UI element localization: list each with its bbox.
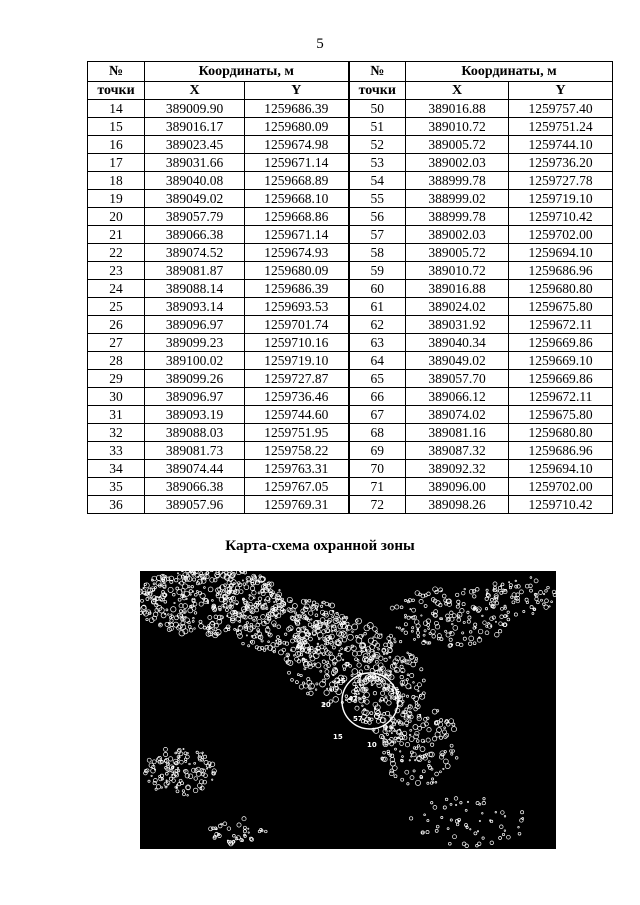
y-left: 1259758.22 xyxy=(245,442,349,460)
x-left: 389040.08 xyxy=(145,172,245,190)
y-right: 1259702.00 xyxy=(509,226,613,244)
y-left: 1259710.16 xyxy=(245,334,349,352)
point-number-right: 68 xyxy=(349,424,406,442)
x-right: 389002.03 xyxy=(406,226,509,244)
map-label-20: 20 xyxy=(321,701,331,709)
y-right: 1259675.80 xyxy=(509,298,613,316)
x-left: 389074.52 xyxy=(145,244,245,262)
table-row xyxy=(88,316,613,334)
point-number-left: 35 xyxy=(88,478,145,496)
point-number-left: 32 xyxy=(88,424,145,442)
table-row xyxy=(88,460,613,478)
y-left: 1259751.95 xyxy=(245,424,349,442)
map-image xyxy=(140,571,556,849)
y-right: 1259669.86 xyxy=(509,334,613,352)
x-right: 389087.32 xyxy=(406,442,509,460)
y-left: 1259701.74 xyxy=(245,316,349,334)
y-left: 1259668.86 xyxy=(245,208,349,226)
coordinates-header-right: Координаты, м xyxy=(406,62,613,82)
page-number: 5 xyxy=(316,36,324,52)
table-row xyxy=(88,442,613,460)
point-number-right: 67 xyxy=(349,406,406,424)
point-number-left: 21 xyxy=(88,226,145,244)
y-right: 1259669.10 xyxy=(509,352,613,370)
x-header-left: X xyxy=(145,82,245,100)
x-left: 389081.87 xyxy=(145,262,245,280)
point-number-left: 19 xyxy=(88,190,145,208)
x-left: 389093.19 xyxy=(145,406,245,424)
map-label-35: 35 xyxy=(390,688,400,696)
point-number-left: 14 xyxy=(88,100,145,118)
y-left: 1259686.39 xyxy=(245,280,349,298)
table-row xyxy=(88,118,613,136)
y-left: 1259671.14 xyxy=(245,154,349,172)
x-right: 389010.72 xyxy=(406,262,509,280)
point-number-right: 59 xyxy=(349,262,406,280)
point-number-right: 65 xyxy=(349,370,406,388)
point-number-right: 52 xyxy=(349,136,406,154)
point-number-right: 50 xyxy=(349,100,406,118)
point-number-left: 25 xyxy=(88,298,145,316)
coordinates-table xyxy=(87,61,613,514)
y-left: 1259736.46 xyxy=(245,388,349,406)
y-right: 1259694.10 xyxy=(509,460,613,478)
point-number-right: 66 xyxy=(349,388,406,406)
x-right: 389098.26 xyxy=(406,496,509,514)
point-number-right: 63 xyxy=(349,334,406,352)
y-right: 1259672.11 xyxy=(509,316,613,334)
x-left: 389057.96 xyxy=(145,496,245,514)
map-label-57: 57 xyxy=(353,715,363,723)
y-right: 1259694.10 xyxy=(509,244,613,262)
y-right: 1259736.20 xyxy=(509,154,613,172)
table-row xyxy=(88,172,613,190)
x-right: 389002.03 xyxy=(406,154,509,172)
x-left: 389099.23 xyxy=(145,334,245,352)
y-right: 1259719.10 xyxy=(509,190,613,208)
point-number-right: 55 xyxy=(349,190,406,208)
point-number-left: 18 xyxy=(88,172,145,190)
point-number-right: 64 xyxy=(349,352,406,370)
x-right: 389031.92 xyxy=(406,316,509,334)
point-sublabel-left: точки xyxy=(88,82,145,100)
table-row xyxy=(88,190,613,208)
map-title: Карта-схема охранной зоны xyxy=(225,538,415,554)
y-left: 1259769.31 xyxy=(245,496,349,514)
coordinates-table-body xyxy=(88,100,613,514)
point-number-left: 16 xyxy=(88,136,145,154)
map-label-25: 25 xyxy=(336,677,346,685)
y-right: 1259672.11 xyxy=(509,388,613,406)
x-left: 389049.02 xyxy=(145,190,245,208)
point-sublabel-right: точки xyxy=(349,82,406,100)
x-right: 389066.12 xyxy=(406,388,509,406)
point-number-left: 15 xyxy=(88,118,145,136)
x-left: 389016.17 xyxy=(145,118,245,136)
x-right: 389024.02 xyxy=(406,298,509,316)
table-row xyxy=(88,136,613,154)
x-right: 389092.32 xyxy=(406,460,509,478)
x-right: 388999.78 xyxy=(406,208,509,226)
x-left: 389066.38 xyxy=(145,226,245,244)
table-row xyxy=(88,100,613,118)
x-right: 389096.00 xyxy=(406,478,509,496)
y-left: 1259668.10 xyxy=(245,190,349,208)
point-number-right: 58 xyxy=(349,244,406,262)
point-number-right: 70 xyxy=(349,460,406,478)
point-number-left: 34 xyxy=(88,460,145,478)
point-number-right: 62 xyxy=(349,316,406,334)
y-right: 1259686.96 xyxy=(509,262,613,280)
table-row xyxy=(88,406,613,424)
table-row xyxy=(88,388,613,406)
x-right: 389040.34 xyxy=(406,334,509,352)
y-right: 1259744.10 xyxy=(509,136,613,154)
point-number-right: 61 xyxy=(349,298,406,316)
point-number-left: 20 xyxy=(88,208,145,226)
y-left: 1259763.31 xyxy=(245,460,349,478)
y-right: 1259669.86 xyxy=(509,370,613,388)
y-left: 1259686.39 xyxy=(245,100,349,118)
y-right: 1259710.42 xyxy=(509,208,613,226)
x-right: 389005.72 xyxy=(406,136,509,154)
x-right: 389016.88 xyxy=(406,280,509,298)
y-right: 1259680.80 xyxy=(509,424,613,442)
y-left: 1259671.14 xyxy=(245,226,349,244)
y-right: 1259757.40 xyxy=(509,100,613,118)
point-number-header-right: № xyxy=(349,62,406,82)
y-left: 1259674.93 xyxy=(245,244,349,262)
map-label-15: 15 xyxy=(333,733,343,741)
y-left: 1259680.09 xyxy=(245,118,349,136)
point-number-left: 17 xyxy=(88,154,145,172)
y-header-left: Y xyxy=(245,82,349,100)
y-left: 1259693.53 xyxy=(245,298,349,316)
x-left: 389088.03 xyxy=(145,424,245,442)
x-right: 389016.88 xyxy=(406,100,509,118)
x-right: 388999.02 xyxy=(406,190,509,208)
y-right: 1259710.42 xyxy=(509,496,613,514)
table-row xyxy=(88,334,613,352)
x-right: 389010.72 xyxy=(406,118,509,136)
x-header-right: X xyxy=(406,82,509,100)
table-row xyxy=(88,298,613,316)
map-label-30: 30 xyxy=(367,673,377,681)
y-left: 1259767.05 xyxy=(245,478,349,496)
y-left: 1259674.98 xyxy=(245,136,349,154)
point-number-left: 28 xyxy=(88,352,145,370)
x-left: 389009.90 xyxy=(145,100,245,118)
x-right: 389074.02 xyxy=(406,406,509,424)
table-row xyxy=(88,244,613,262)
x-left: 389066.38 xyxy=(145,478,245,496)
x-left: 389057.79 xyxy=(145,208,245,226)
table-row xyxy=(88,262,613,280)
x-left: 389096.97 xyxy=(145,316,245,334)
coordinates-header-left: Координаты, м xyxy=(145,62,349,82)
point-number-left: 27 xyxy=(88,334,145,352)
table-row xyxy=(88,226,613,244)
table-row xyxy=(88,496,613,514)
table-row xyxy=(88,478,613,496)
point-number-right: 72 xyxy=(349,496,406,514)
table-row xyxy=(88,208,613,226)
y-right: 1259686.96 xyxy=(509,442,613,460)
y-right: 1259727.78 xyxy=(509,172,613,190)
map-label-47: 47 xyxy=(348,695,358,703)
x-left: 389088.14 xyxy=(145,280,245,298)
protection-zone-map xyxy=(140,571,556,849)
point-number-right: 56 xyxy=(349,208,406,226)
point-number-left: 26 xyxy=(88,316,145,334)
point-number-left: 22 xyxy=(88,244,145,262)
x-left: 389093.14 xyxy=(145,298,245,316)
table-row xyxy=(88,280,613,298)
x-right: 389005.72 xyxy=(406,244,509,262)
point-number-header-left: № xyxy=(88,62,145,82)
point-number-left: 24 xyxy=(88,280,145,298)
x-left: 389099.26 xyxy=(145,370,245,388)
y-left: 1259727.87 xyxy=(245,370,349,388)
y-left: 1259744.60 xyxy=(245,406,349,424)
table-row xyxy=(88,154,613,172)
y-left: 1259668.89 xyxy=(245,172,349,190)
x-left: 389100.02 xyxy=(145,352,245,370)
x-right: 388999.78 xyxy=(406,172,509,190)
x-right: 389081.16 xyxy=(406,424,509,442)
table-row xyxy=(88,352,613,370)
point-number-right: 53 xyxy=(349,154,406,172)
y-header-right: Y xyxy=(509,82,613,100)
y-right: 1259675.80 xyxy=(509,406,613,424)
x-left: 389023.45 xyxy=(145,136,245,154)
y-left: 1259680.09 xyxy=(245,262,349,280)
point-number-left: 30 xyxy=(88,388,145,406)
point-number-right: 57 xyxy=(349,226,406,244)
y-left: 1259719.10 xyxy=(245,352,349,370)
x-left: 389096.97 xyxy=(145,388,245,406)
point-number-right: 54 xyxy=(349,172,406,190)
x-right: 389057.70 xyxy=(406,370,509,388)
table-row xyxy=(88,370,613,388)
point-number-left: 33 xyxy=(88,442,145,460)
point-number-left: 31 xyxy=(88,406,145,424)
x-left: 389074.44 xyxy=(145,460,245,478)
table-row xyxy=(88,424,613,442)
map-label-10: 10 xyxy=(367,741,377,749)
y-right: 1259751.24 xyxy=(509,118,613,136)
x-left: 389081.73 xyxy=(145,442,245,460)
y-right: 1259702.00 xyxy=(509,478,613,496)
point-number-right: 69 xyxy=(349,442,406,460)
point-number-left: 29 xyxy=(88,370,145,388)
point-number-left: 23 xyxy=(88,262,145,280)
point-number-right: 60 xyxy=(349,280,406,298)
y-right: 1259680.80 xyxy=(509,280,613,298)
x-right: 389049.02 xyxy=(406,352,509,370)
point-number-left: 36 xyxy=(88,496,145,514)
point-number-right: 71 xyxy=(349,478,406,496)
point-number-right: 51 xyxy=(349,118,406,136)
x-left: 389031.66 xyxy=(145,154,245,172)
